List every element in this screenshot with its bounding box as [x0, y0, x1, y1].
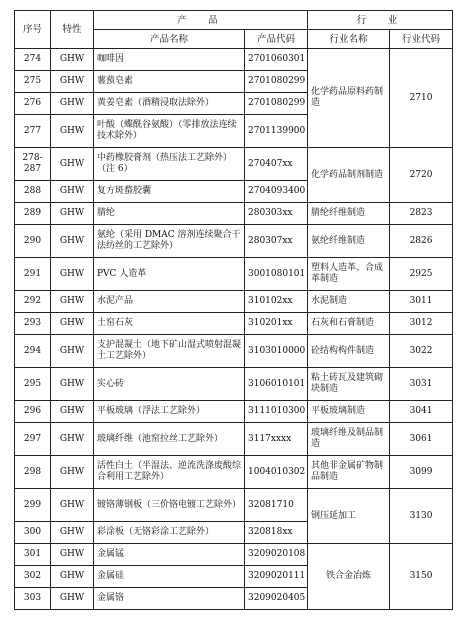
row-product-code: 280307xx — [245, 225, 308, 258]
header-seq: 序号 — [15, 11, 51, 49]
row-seq: 300 — [15, 522, 51, 544]
row-product-code: 2701060301 — [245, 49, 308, 71]
row-seq: 275 — [15, 71, 51, 93]
row-feature: GHW — [51, 258, 94, 291]
industry-code: 2826 — [390, 225, 453, 258]
row-feature: GHW — [51, 566, 94, 588]
header-row-1 — [15, 11, 453, 30]
industry-name: 氨纶纤维制造 — [308, 225, 390, 258]
row-seq: 295 — [15, 368, 51, 401]
industry-name: 铁合金冶炼 — [308, 544, 390, 610]
row-product-code: 3209020405 — [245, 588, 308, 610]
row-feature: GHW — [51, 93, 94, 115]
header-industry-group: 行 业 — [308, 11, 453, 30]
industry-code: 2925 — [390, 258, 453, 291]
header-product-name: 产品名称 — [94, 30, 245, 49]
row-feature: GHW — [51, 181, 94, 203]
row-feature: GHW — [51, 148, 94, 181]
row-product-name: 金属铬 — [94, 588, 245, 610]
row-seq: 289 — [15, 203, 51, 225]
row-product-name: 氨纶（采用 DMAC 溶剂连续聚合干法纺丝的工艺除外） — [94, 225, 245, 258]
row-product-code: 310102xx — [245, 291, 308, 313]
row-seq: 299 — [15, 489, 51, 522]
table-row — [15, 335, 453, 368]
row-product-name: 彩涂板（无铬彩涂工艺除外） — [94, 522, 245, 544]
row-product-code: 32081710 — [245, 489, 308, 522]
table-row — [15, 225, 453, 258]
table-row — [15, 544, 453, 566]
document-page — [14, 10, 452, 610]
row-seq: 296 — [15, 401, 51, 423]
row-product-name: 金属锰 — [94, 544, 245, 566]
row-product-name: PVC 人造革 — [94, 258, 245, 291]
row-product-name: 咖啡因 — [94, 49, 245, 71]
header-feature: 特性 — [51, 11, 94, 49]
row-feature: GHW — [51, 115, 94, 148]
row-product-name: 叶酸（蝶酰谷氨酸）（零排放法连续技术除外） — [94, 115, 245, 148]
industry-name: 其他非金属矿物制品制造 — [308, 456, 390, 489]
row-feature: GHW — [51, 368, 94, 401]
industry-code: 3130 — [390, 489, 453, 544]
industry-code: 3041 — [390, 401, 453, 423]
table-row — [15, 456, 453, 489]
industry-code: 3012 — [390, 313, 453, 335]
row-seq: 292 — [15, 291, 51, 313]
row-product-name: 中药橡胶膏剂（热压法工艺除外）（注 6） — [94, 148, 245, 181]
row-product-name: 腈纶 — [94, 203, 245, 225]
row-feature: GHW — [51, 489, 94, 522]
table-row — [15, 368, 453, 401]
row-product-code: 1004010302 — [245, 456, 308, 489]
header-industry-code: 行业代码 — [390, 30, 453, 49]
row-product-code: 2701080299 — [245, 93, 308, 115]
row-product-code: 2701139900 — [245, 115, 308, 148]
row-seq: 293 — [15, 313, 51, 335]
row-seq: 290 — [15, 225, 51, 258]
industry-name: 塑料人造革、合成革制造 — [308, 258, 390, 291]
row-product-name: 金属硅 — [94, 566, 245, 588]
row-feature: GHW — [51, 544, 94, 566]
table-row — [15, 258, 453, 291]
row-seq: 274 — [15, 49, 51, 71]
row-product-code: 2704093400 — [245, 181, 308, 203]
row-product-code: 310201xx — [245, 313, 308, 335]
row-product-code: 3111010300 — [245, 401, 308, 423]
row-feature: GHW — [51, 522, 94, 544]
table-row — [15, 291, 453, 313]
row-product-name: 薯蓣皂素 — [94, 71, 245, 93]
industry-code: 3150 — [390, 544, 453, 610]
row-feature: GHW — [51, 313, 94, 335]
industry-name: 粘土砖瓦及建筑砌块制造 — [308, 368, 390, 401]
row-feature: GHW — [51, 225, 94, 258]
row-seq: 303 — [15, 588, 51, 610]
row-product-name: 实心砖 — [94, 368, 245, 401]
row-product-name: 土窑石灰 — [94, 313, 245, 335]
industry-code: 3022 — [390, 335, 453, 368]
table-row — [15, 203, 453, 225]
row-seq: 276 — [15, 93, 51, 115]
row-product-name: 水泥产品 — [94, 291, 245, 313]
row-seq: 297 — [15, 423, 51, 456]
table-row — [15, 401, 453, 423]
industry-name: 平板玻璃制造 — [308, 401, 390, 423]
row-seq: 298 — [15, 456, 51, 489]
table-row — [15, 148, 453, 181]
row-feature: GHW — [51, 423, 94, 456]
row-product-name: 活性白土（半湿法、逆流洗涤废酸综合利用工艺除外） — [94, 456, 245, 489]
industry-code: 2710 — [390, 49, 453, 148]
row-product-code: 3117xxxx — [245, 423, 308, 456]
row-feature: GHW — [51, 71, 94, 93]
industry-name: 化学药品制剂制造 — [308, 148, 390, 203]
table-row — [15, 49, 453, 71]
row-product-code: 2701080299 — [245, 71, 308, 93]
header-product-group: 产 品 — [94, 11, 308, 30]
industry-code: 3011 — [390, 291, 453, 313]
table-row — [15, 489, 453, 522]
industry-code: 3061 — [390, 423, 453, 456]
header-industry-name: 行业名称 — [308, 30, 390, 49]
row-feature: GHW — [51, 291, 94, 313]
product-industry-table — [14, 10, 453, 610]
industry-name: 玻璃纤维及制品制造 — [308, 423, 390, 456]
row-seq: 291 — [15, 258, 51, 291]
industry-name: 砼结构构件制造 — [308, 335, 390, 368]
row-seq: 294 — [15, 335, 51, 368]
row-seq: 302 — [15, 566, 51, 588]
row-product-name: 玻璃纤维（池窑拉丝工艺除外） — [94, 423, 245, 456]
row-product-code: 280303xx — [245, 203, 308, 225]
industry-code: 2823 — [390, 203, 453, 225]
industry-code: 3099 — [390, 456, 453, 489]
industry-name: 水泥制造 — [308, 291, 390, 313]
row-product-code: 3103010000 — [245, 335, 308, 368]
row-seq: 301 — [15, 544, 51, 566]
row-seq: 288 — [15, 181, 51, 203]
industry-name: 石灰和石膏制造 — [308, 313, 390, 335]
row-product-code: 3209020111 — [245, 566, 308, 588]
industry-name: 腈纶纤维制造 — [308, 203, 390, 225]
row-product-name: 镀铬薄钢板（三价铬电镀工艺除外） — [94, 489, 245, 522]
row-seq: 278-287 — [15, 148, 51, 181]
row-feature: GHW — [51, 203, 94, 225]
row-product-name: 平板玻璃（浮法工艺除外） — [94, 401, 245, 423]
table-row — [15, 313, 453, 335]
row-product-name: 复方斑蝥胶囊 — [94, 181, 245, 203]
row-feature: GHW — [51, 335, 94, 368]
row-feature: GHW — [51, 49, 94, 71]
row-product-code: 270407xx — [245, 148, 308, 181]
row-product-name: 支护混凝土（地下矿山湿式喷射混凝土工艺除外） — [94, 335, 245, 368]
row-feature: GHW — [51, 401, 94, 423]
row-product-code: 3106010101 — [245, 368, 308, 401]
row-product-code: 3209020108 — [245, 544, 308, 566]
row-product-name: 黄姜皂素（酒精浸取法除外） — [94, 93, 245, 115]
industry-code: 3031 — [390, 368, 453, 401]
industry-name: 钢压延加工 — [308, 489, 390, 544]
table-row — [15, 423, 453, 456]
industry-name: 化学药品原料药制造 — [308, 49, 390, 148]
header-product-code: 产品代码 — [245, 30, 308, 49]
row-product-code: 3001080101 — [245, 258, 308, 291]
industry-code: 2720 — [390, 148, 453, 203]
row-feature: GHW — [51, 588, 94, 610]
row-seq: 277 — [15, 115, 51, 148]
row-feature: GHW — [51, 456, 94, 489]
row-product-code: 320818xx — [245, 522, 308, 544]
